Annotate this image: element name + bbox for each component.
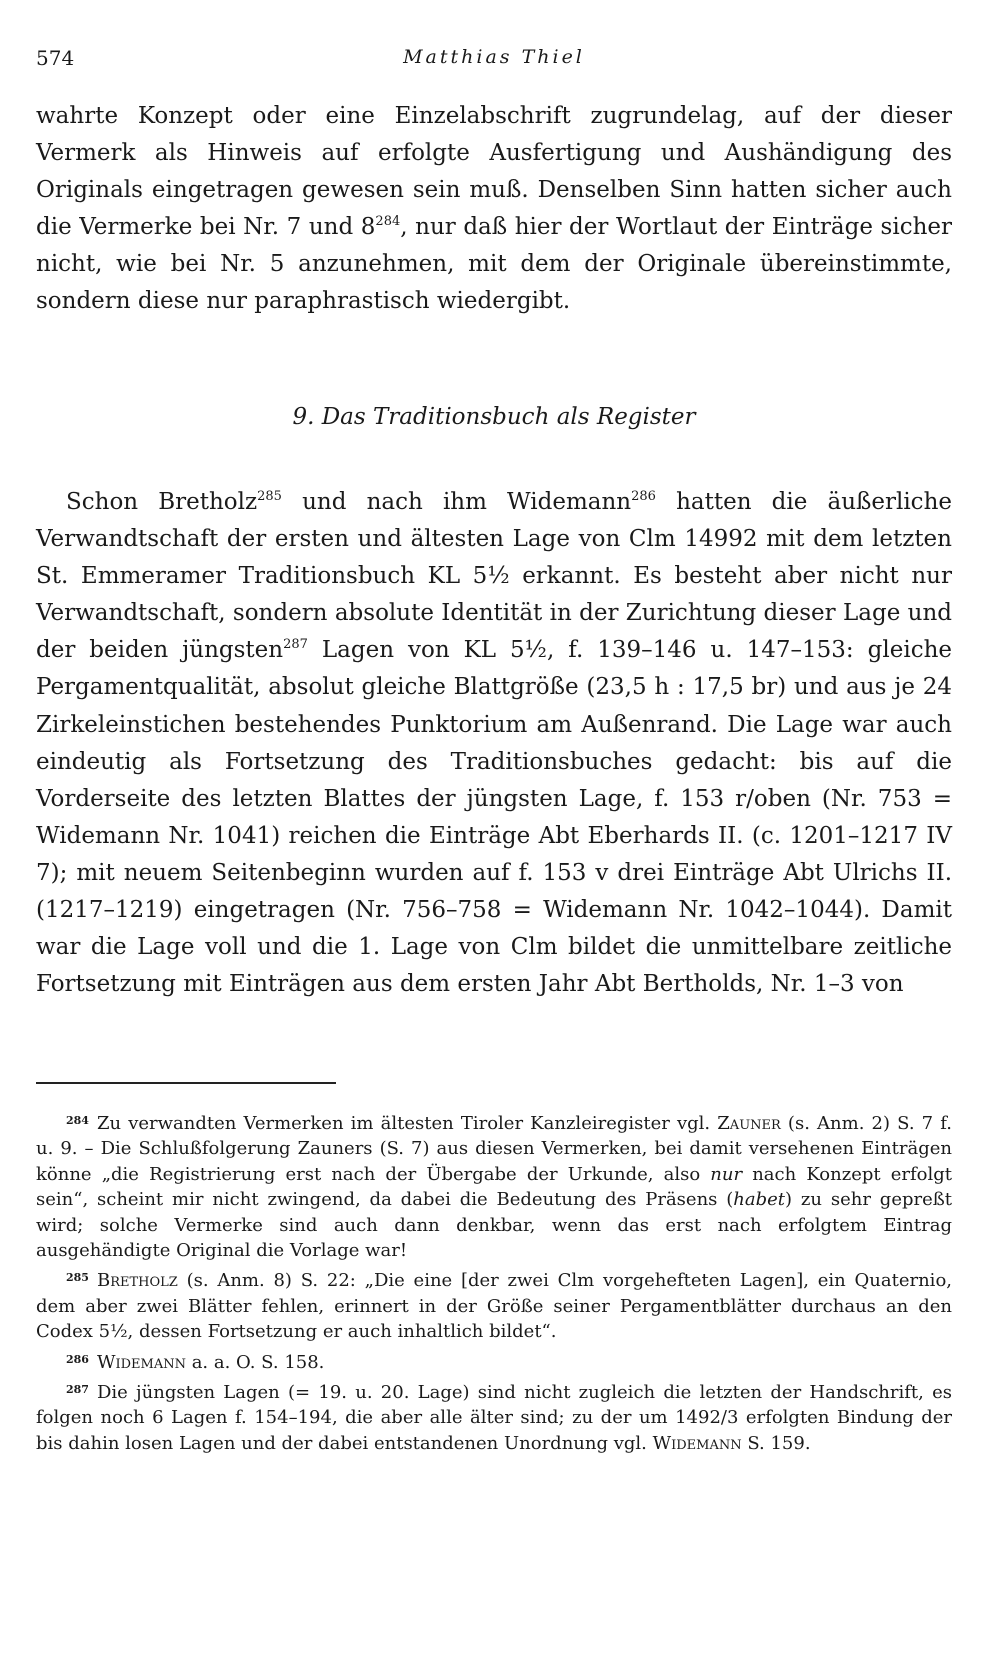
body-paragraph-2	[36, 484, 952, 1003]
footnote-ref-285: 285	[257, 489, 282, 504]
footnotes	[36, 1108, 952, 1458]
footnote-divider	[36, 1082, 336, 1084]
footnote-ref-284: 284	[375, 214, 401, 229]
page-header	[36, 46, 952, 76]
document-page	[36, 0, 952, 1661]
paragraph-text: Schon Bretholz$^{285}$ und nach ihm Widemann$^{286}$ hatten die äußerliche Verwandtschaft der ersten und ältesten Lage von Clm 14992 mit dem letzten St. Emmeramer Traditionsbuch KL 5½ erkannt. Es besteht aber nicht nur Verwandtschaft, sondern absolute Identität in der Zurichtung dieser Lage und der beiden jüngsten$^{287}$ Lagen von KL 5½, f. 139–146 u. 147–153: gleiche Pergamentqualität, absolut gleiche Blattgröße (23,5 h : 17,5 br) und aus je 24 Zirkeleinstichen bestehendes Punktorium am Außenrand. Die Lage war auch eindeutig als Fortsetzung des Traditionsbuches gedacht: bis auf die Vorderseite des letzten Blattes der jüngsten Lage, f. 153 r/oben (Nr. 753 = Widemann Nr. 1041) reichen die Einträge Abt Eberhards II. (c. 1201–1217 IV 7); mit neuem Seitenbeginn wurden auf f. 153 v drei Einträge Abt Ulrichs II. (1217–1219) eingetragen (Nr. 756–758 = Widemann Nr. 1042–1044). Damit war die Lage voll und die 1. Lage von Clm bildet die unmittelbare zeitliche Fortsetzung mit Einträgen aus dem ersten Jahr Abt Bertholds, Nr. 1–3 von	[36, 489, 952, 998]
running-head: Matthias Thiel	[403, 46, 585, 68]
section-heading: 9. Das Traditionsbuch als Register	[292, 404, 696, 430]
footnote-number: 286	[66, 1352, 89, 1366]
page-number: 574	[36, 46, 75, 70]
footnote-ref-287: 287	[283, 637, 308, 653]
body-paragraph-1	[36, 98, 952, 320]
footnote-number: 285	[66, 1271, 89, 1285]
footnote-number: 287	[66, 1383, 89, 1397]
footnote-285: $^{285}$ Bretholz (s. Anm. 8) S. 22: „Die eine [der zwei Clm vorgehefteten Lagen], ein Quaternio, dem aber zwei Blätter fehlen, erinnert in der Größe seiner Pergamentblätter durchaus an den Codex 5½, dessen Fortsetzung er auch inhaltlich bildet“.	[36, 1270, 952, 1343]
footnote-287: $^{287}$ Die jüngsten Lagen (= 19. u. 20. Lage) sind nicht zugleich die letzten der Handschrift, es folgen noch 6 Lagen f. 154–194, die aber alle älter sind; zu der um 1492/3 erfolgten Bindung der bis dahin losen Lagen und der dabei entstandenen Unordnung vgl. Widemann S. 159.	[36, 1382, 952, 1454]
footnote-ref-286: 286	[631, 489, 656, 504]
footnote-286: $^{286}$ Widemann a. a. O. S. 158.	[66, 1351, 325, 1373]
footnote-number: 284	[66, 1114, 89, 1127]
footnote-284: $^{284}$ Zu verwandten Vermerken im ältesten Tiroler Kanzleiregister vgl. Zauner (s. Anm. 2) S. 7 f. u. 9. – Die Schlußfolgerung Zauners (S. 7) aus diesen Vermerken, bei damit versehenen Einträgen könne „die Registrierung erst nach der Übergabe der Urkunde, also nur nach Konzept erfolgt sein“, scheint mir nicht zwingend, da dabei die Bedeutung des Präsens (habet) zu sehr gepreßt wird; solche Vermerke sind auch dann denkbar, wenn das erst nach erfolgtem Eintrag ausgehändigte Original die Vorlage war!	[36, 1113, 953, 1262]
paragraph-text: wahrte Konzept oder eine Einzelabschrift zugrundelag, auf der dieser Vermerk als Hinweis auf erfolgte Ausfertigung und Aushändigung des Originals eingetragen gewesen sein muß. Denselben Sinn hatten sicher auch die Vermerke bei Nr. 7 und $8^{284}$, nur daß hier der Wortlaut der Einträge sicher nicht, wie bei Nr. 5 anzunehmen, mit dem der Originale übereinstimmte, sondern diese nur paraphrastisch wiedergibt.	[36, 103, 952, 314]
